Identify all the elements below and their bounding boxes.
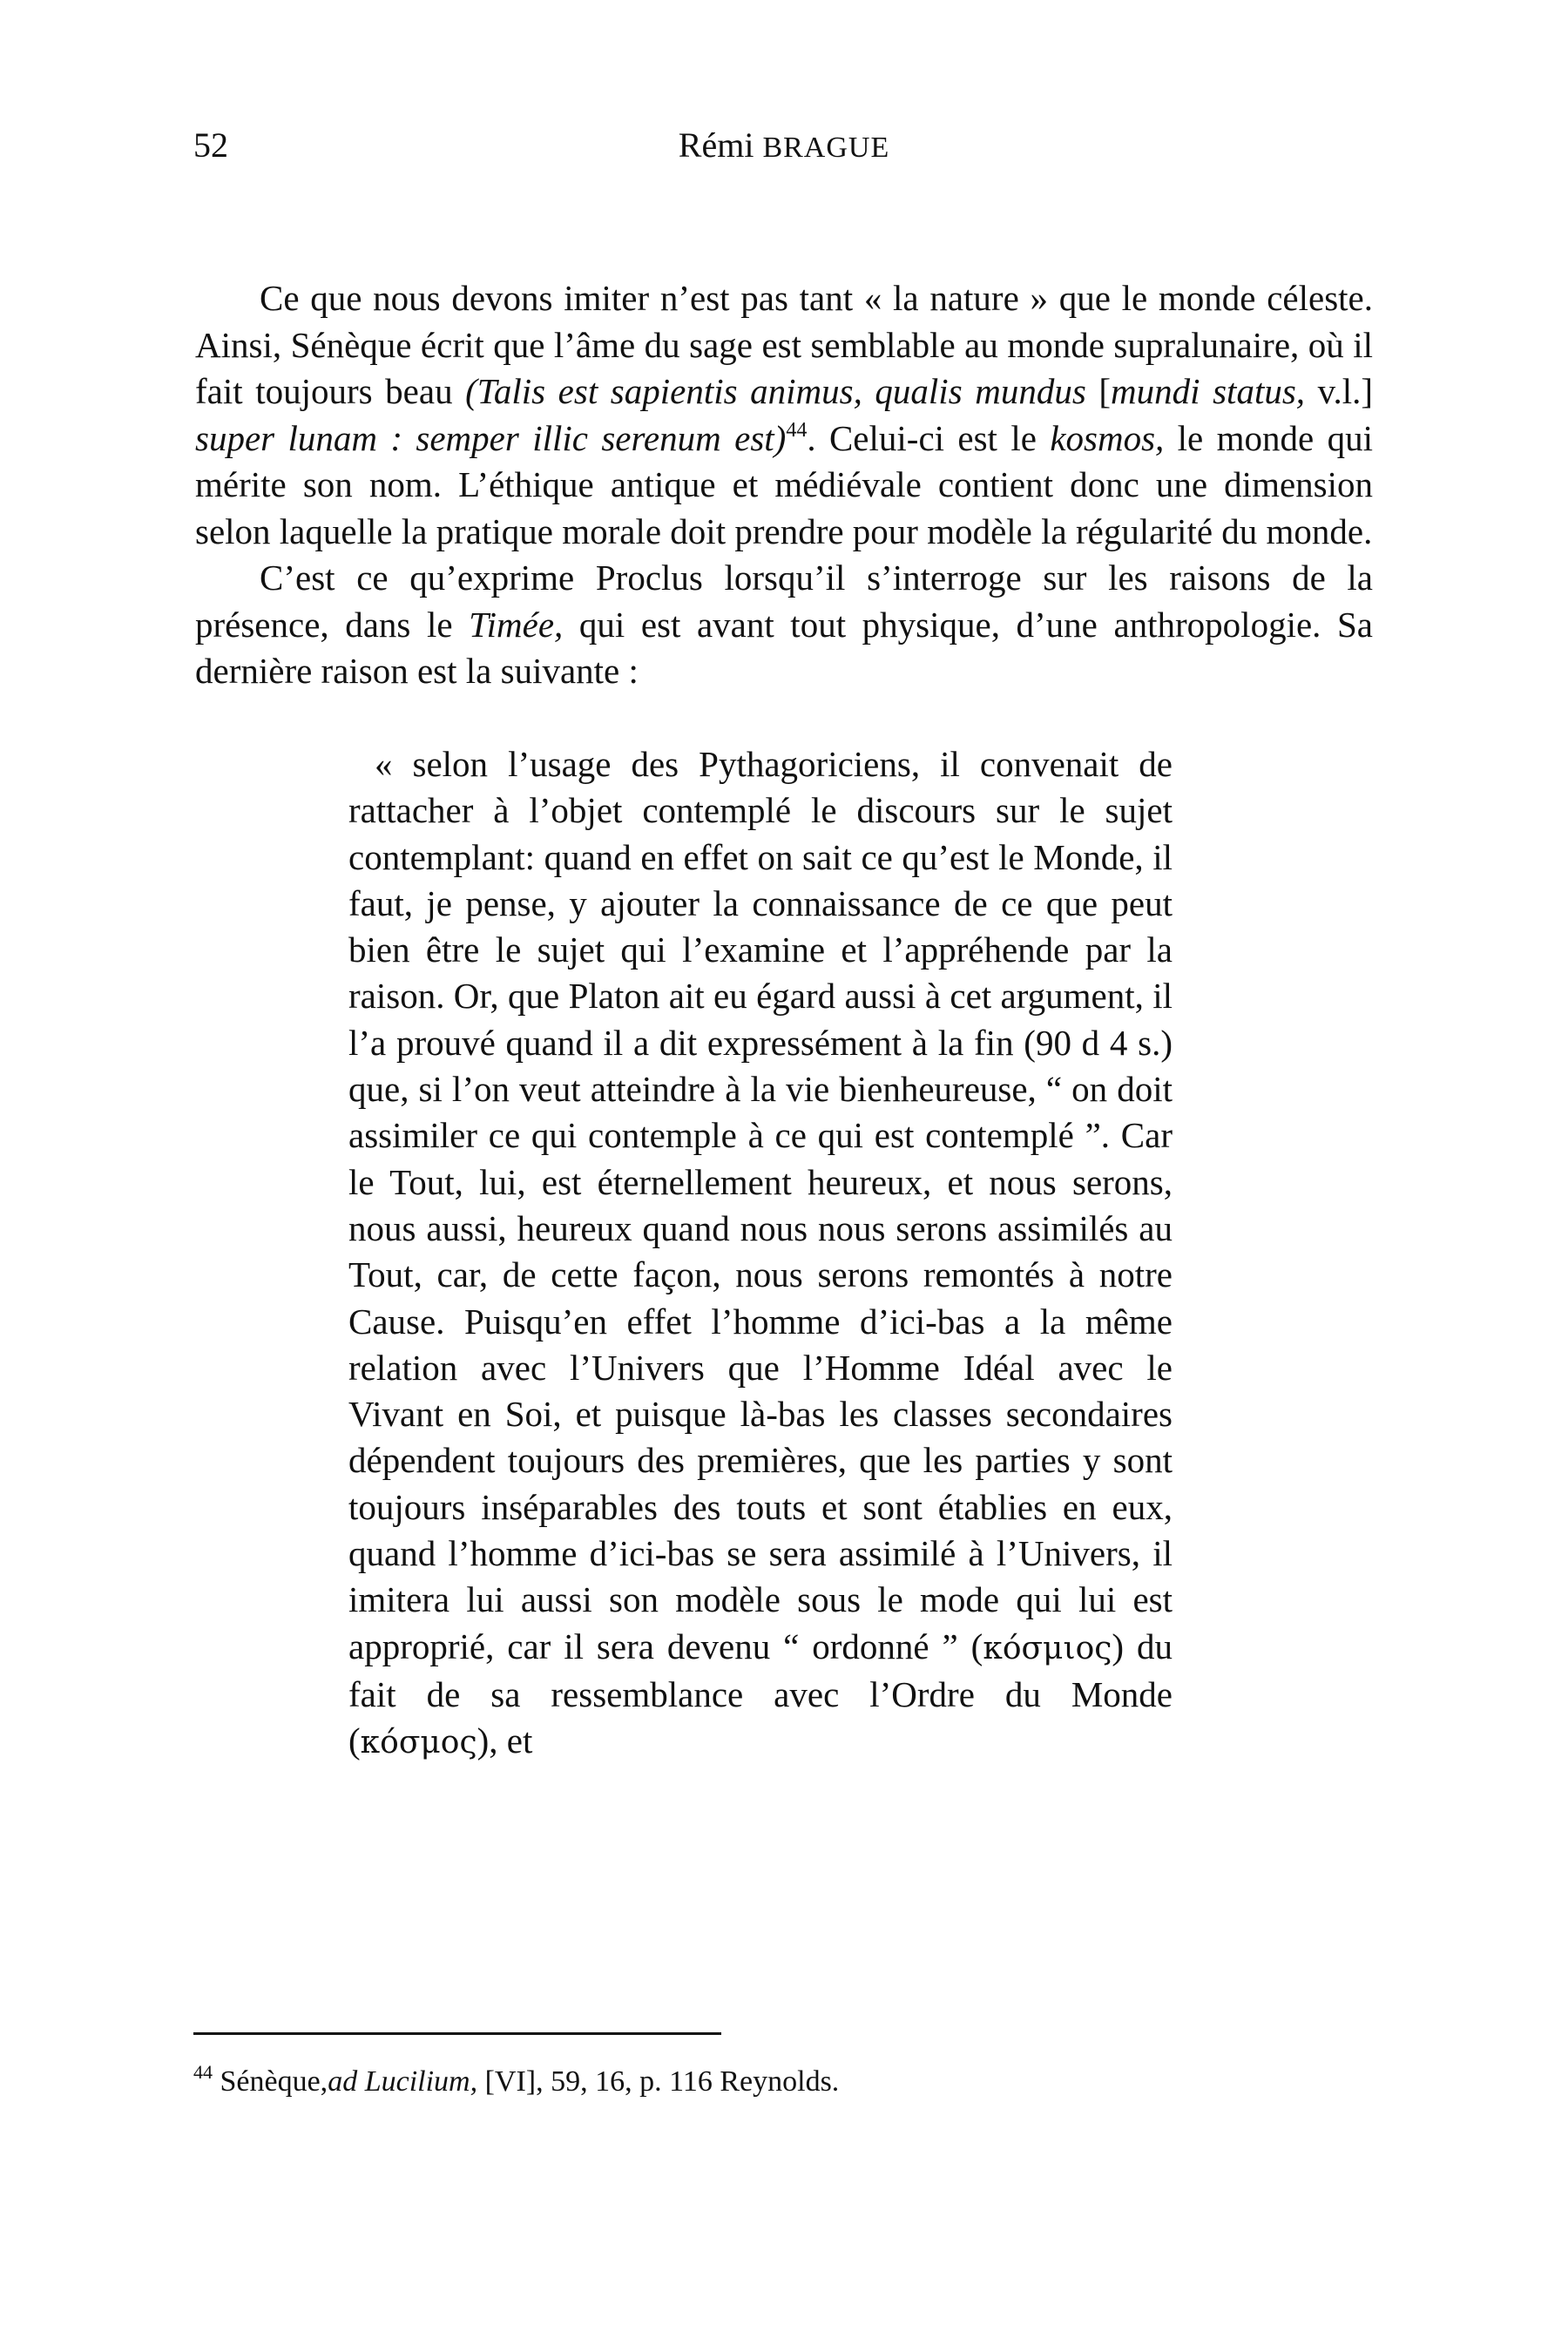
block-quote (348, 741, 1173, 1767)
p1-text-1: Ce que nous devons imiter n’est pas tant « la nature » que le monde céleste. Ainsi, Sénèque écrit que l’âme du sage est semblable au monde supralunaire, où il fait toujours beau (195, 278, 1373, 411)
p1-italic-3: super lunam : semper illic serenum est) (195, 417, 787, 458)
paragraph-1 (195, 275, 1373, 555)
p2-text-1: C’est ce qu’exprime Proclus lorsqu’il s’interroge sur les raisons de la présence, dans le (195, 558, 1373, 645)
p2-text-2: qui est avant tout physique, d’une anthropologie. Sa dernière raison est la suivante : (195, 604, 1373, 691)
running-head (0, 126, 1568, 167)
p1-text-5: le monde qui mérite son nom. L’éthique antique et médiévale contient donc une dimension selon laquelle la pratique morale doit prendre pour modèle la régularité du monde. (195, 417, 1373, 551)
quote-text-2: ) du fait de sa ressemblance avec l’Ordre du Monde ( (348, 1625, 1173, 1761)
author-last-name: BRAGUE (762, 132, 890, 164)
p1-italic-1: (Talis est sapientis animus, qualis mundus (465, 371, 1086, 411)
p1-text-2: [ (1085, 371, 1112, 411)
body-text (195, 275, 1373, 695)
greek-kosmios: κόσμιος (983, 1630, 1112, 1666)
footnote-reference[interactable]: 44 (786, 418, 808, 442)
p1-italic-4: kosmos, (1050, 417, 1165, 458)
p1-italic-2: mundi status, (1111, 371, 1306, 411)
quote-paragraph (348, 741, 1173, 1767)
paragraph-2 (195, 555, 1373, 695)
footnote-text-1: Sénèque, (220, 2065, 328, 2098)
quote-text-1: « selon l’usage des Pythagoriciens, il convenait de rattacher à l’objet contemplé le discours sur le sujet contemplant: quand en effet on sait ce qu’est le Monde, il faut, je pense, y ajouter la connaissance de ce que peut bien être le sujet qui l’examine et l’appréhende par la raison. Or, que Platon ait eu égard aussi à cet argument, il l’a prouvé quand il a dit expressément à la fin (90 d 4 s.) que, si l’on veut atteindre à la vie bienheureuse, “ on doit assimiler ce qui contemple à ce qui est contemplé ”. Car le Tout, lui, est éternellement heureux, et nous serons, nous aussi, heureux quand nous nous serons assimilés au Tout, car, de cette façon, nous serons remontés à notre Cause. Puisqu’en effet l’homme d’ici-bas a la même relation avec l’Univers que l’Homme Idéal avec le Vivant en Soi, et puisque là-bas les classes secondaires dépendent toujours des premières, que les parties y sont toujours inséparables des touts et sont établies en eux, quand l’homme d’ici-bas se sera assimilé à l’Univers, il imitera lui aussi son modèle sous le mode qui lui est approprié, car il sera devenu “ ordonné ” ( (348, 744, 1173, 1666)
footnote (193, 2063, 839, 2101)
p1-text-4: . Celui-ci est le (807, 417, 1051, 458)
quote-text-3: ), et (476, 1720, 533, 1761)
p2-italic-1: Timée, (469, 604, 564, 645)
footnote-separator (193, 2032, 721, 2035)
p1-text-3: v.l.] (1305, 371, 1374, 411)
footnote-text-2: [VI], 59, 16, p. 116 Reynolds. (477, 2065, 840, 2098)
author-first-name: Rémi (678, 125, 754, 165)
footnote-number: 44 (193, 2061, 213, 2083)
greek-kosmos: κόσμος (360, 1725, 477, 1761)
footnote-italic: ad Lucilium, (328, 2065, 478, 2098)
page-number: 52 (193, 125, 228, 165)
